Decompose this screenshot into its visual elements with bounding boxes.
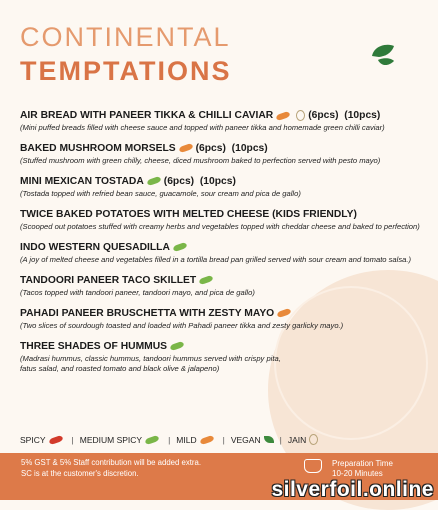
menu-item-title: BAKED MUSHROOM MORSELS (20, 143, 176, 155)
menu-item-title: MINI MEXICAN TOSTADA (20, 176, 144, 188)
menu-item-name (20, 176, 430, 187)
menu-item (20, 143, 430, 165)
menu-item-name (20, 308, 430, 319)
prep-time-label: Preparation Time (332, 459, 393, 468)
menu-item-qty: (6pcs) (10pcs) (308, 110, 381, 122)
title-line1: CONTINENTAL (20, 22, 231, 52)
menu-item-description: (Tacos topped with tandoori paneer, tandoori mayo, and pica de gallo) (20, 288, 255, 298)
legend-vegan (231, 435, 274, 445)
menu-item (20, 242, 430, 264)
menu-item (20, 176, 430, 198)
menu-item-qty: (6pcs) (10pcs) (163, 176, 236, 188)
menu-item-name (20, 341, 430, 352)
chili-mild-icon (178, 143, 193, 153)
tax-note-line1: 5% GST & 5% Staff contribution will be added extra. (21, 458, 202, 467)
jain-icon (296, 110, 305, 121)
legend-separator: | (168, 434, 171, 445)
legend-spicy-label: SPICY (20, 434, 46, 445)
chili-medium-icon (199, 275, 214, 285)
tax-note-line2: SC is at the customer's discretion. (21, 469, 139, 479)
menu-item-title: TANDOORI PANEER TACO SKILLET (20, 275, 197, 287)
legend-vegan-label: VEGAN (230, 434, 261, 445)
chili-mild-icon (276, 110, 291, 120)
legend-medium-label: MEDIUM SPICY (79, 434, 143, 445)
chili-medium-icon (144, 434, 159, 444)
menu-item (20, 209, 430, 231)
menu-items-list (20, 110, 430, 384)
legend-separator: | (279, 434, 282, 445)
chili-spicy-icon (48, 434, 63, 444)
menu-item-description: (Two slices of sourdough toasted and loaded with Pahadi paneer tikka and zesty garlicky mayo.) (20, 321, 344, 331)
title-line2: TEMPTATIONS (20, 56, 232, 86)
menu-item (20, 275, 430, 297)
menu-item-title: AIR BREAD WITH PANEER TIKKA & CHILLI CAVIAR (20, 110, 274, 122)
chili-medium-icon (172, 242, 187, 252)
tax-note (21, 457, 201, 480)
chili-mild-icon (277, 308, 292, 318)
prep-time-value: 10-20 Minutes (332, 469, 383, 479)
chili-medium-icon (169, 341, 184, 351)
legend-separator: | (222, 434, 225, 445)
menu-item-description: (A joy of melted cheese and vegetables filled in a tortilla bread pan grilled served with sour cream and tomato salsa.) (20, 255, 412, 265)
menu-item-name (20, 242, 430, 253)
menu-item-title: INDO WESTERN QUESADILLA (20, 242, 170, 254)
menu-item-qty: (6pcs) (10pcs) (195, 143, 268, 155)
leaf-logo-icon (370, 42, 396, 68)
legend-medium (80, 435, 162, 445)
menu-item-name (20, 209, 430, 220)
menu-item-name (20, 275, 430, 286)
menu-item (20, 341, 430, 373)
menu-item-name (20, 110, 430, 121)
menu-item-description: (Madrasi hummus, classic hummus, tandoori hummus served with crispy pita, fatus salad, and roasted tomato and black olive & jalapeno) (20, 354, 281, 373)
menu-item-description: (Tostada topped with refried bean sauce, guacamole, sour cream and pica de gallo) (20, 189, 301, 199)
menu-item-title: THREE SHADES OF HUMMUS (20, 341, 168, 353)
menu-item-description: (Scooped out potatoes stuffed with creamy herbs and vegetables topped with cheddar cheese and baked to perfection) (20, 222, 420, 232)
menu-item-title: PAHADI PANEER BRUSCHETTA WITH ZESTY MAYO (20, 308, 275, 320)
spice-legend (20, 434, 321, 445)
watermark: silverfoil.online (271, 478, 434, 501)
legend-separator: | (71, 434, 74, 445)
legend-jain-label: JAIN (287, 434, 307, 445)
menu-item (20, 308, 430, 330)
legend-spicy (20, 435, 66, 445)
menu-item-title: TWICE BAKED POTATOES WITH MELTED CHEESE (KIDS FRIENDLY) (20, 209, 357, 221)
menu-item-description: (Mini puffed breads filled with cheese sauce and topped with paneer tikka and homemade green chilli caviar) (20, 123, 385, 133)
legend-jain (288, 434, 321, 445)
legend-mild-label: MILD (176, 434, 197, 445)
menu-item-name (20, 143, 430, 154)
menu-item (20, 110, 430, 133)
jain-icon (309, 434, 318, 445)
prep-time (332, 459, 393, 480)
legend-mild (176, 435, 216, 445)
vegan-leaf-icon (264, 436, 274, 443)
chili-mild-icon (199, 434, 214, 444)
menu-item-description: (Stuffed mushroom with green chilly, cheese, diced mushroom baked to perfection served with pesto mayo) (20, 156, 381, 166)
cooking-pot-icon (304, 459, 322, 473)
chili-medium-icon (146, 176, 161, 186)
